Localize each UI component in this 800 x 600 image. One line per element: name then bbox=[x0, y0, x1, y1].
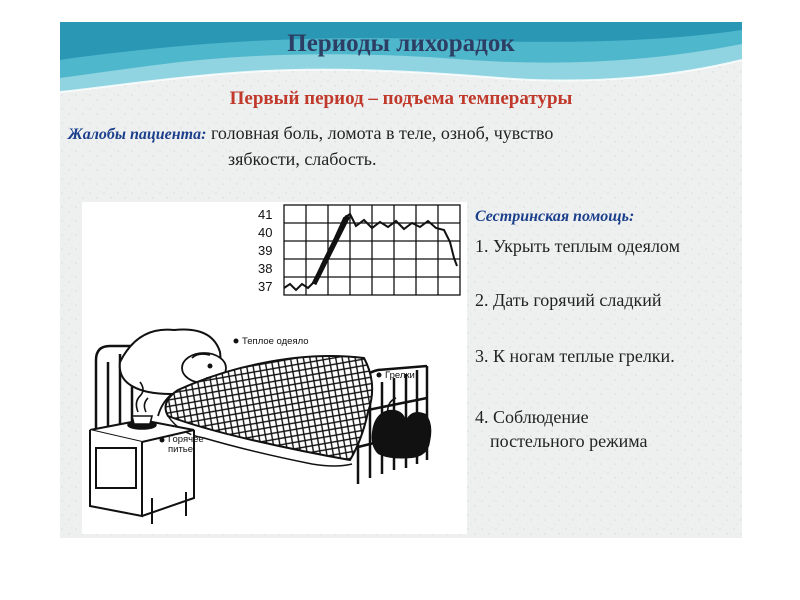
nursing-help-item-4-line2: постельного режима bbox=[490, 431, 648, 451]
temperature-rise-arrow bbox=[314, 216, 348, 284]
temperature-curve bbox=[284, 214, 457, 290]
slide bbox=[60, 22, 742, 538]
slide-subtitle: Первый период – подъема температуры bbox=[229, 88, 573, 109]
nursing-help-title: Сестринская помощь: bbox=[475, 208, 635, 225]
temperature-scale bbox=[258, 207, 272, 294]
scale-label-37: 37 bbox=[258, 279, 273, 294]
scale-label-41: 41 bbox=[258, 207, 273, 222]
illustration-drawing bbox=[82, 202, 467, 534]
complaints-label: Жалобы пациента: bbox=[68, 126, 207, 143]
patient-complaints bbox=[68, 121, 728, 172]
temperature-grid bbox=[284, 205, 460, 295]
nursing-help-item-4 bbox=[475, 405, 648, 453]
nursing-help-item-1: 1. Укрыть теплым одеялом bbox=[475, 236, 680, 256]
nursing-help-item-3: 3. К ногам теплые грелки. bbox=[475, 346, 675, 366]
heating-pads-label: Грелки bbox=[385, 370, 415, 381]
scale-label-40: 40 bbox=[258, 225, 273, 240]
hot-drink-label-line2: питье bbox=[168, 444, 194, 455]
nursing-help-item-2: 2. Дать горячий сладкий bbox=[475, 290, 662, 310]
blanket-label-dot bbox=[234, 339, 239, 344]
heating-pads-label-dot bbox=[377, 373, 382, 378]
scale-label-38: 38 bbox=[258, 261, 273, 276]
hot-drink-label-line1: Горячее bbox=[168, 434, 204, 445]
hot-drink-label-dot bbox=[160, 438, 165, 443]
nursing-help-item-4-line1: 4. Соблюдение bbox=[475, 407, 589, 427]
patient-in-bed-illustration bbox=[82, 202, 467, 534]
complaints-text-line2: зябкости, слабость. bbox=[228, 149, 377, 169]
complaints-text-line1: головная боль, ломота в теле, озноб, чувство bbox=[210, 123, 554, 143]
blanket-label: Теплое одеяло bbox=[242, 336, 309, 347]
slide-title: Периоды лихорадок bbox=[287, 30, 515, 57]
scale-label-39: 39 bbox=[258, 243, 273, 258]
